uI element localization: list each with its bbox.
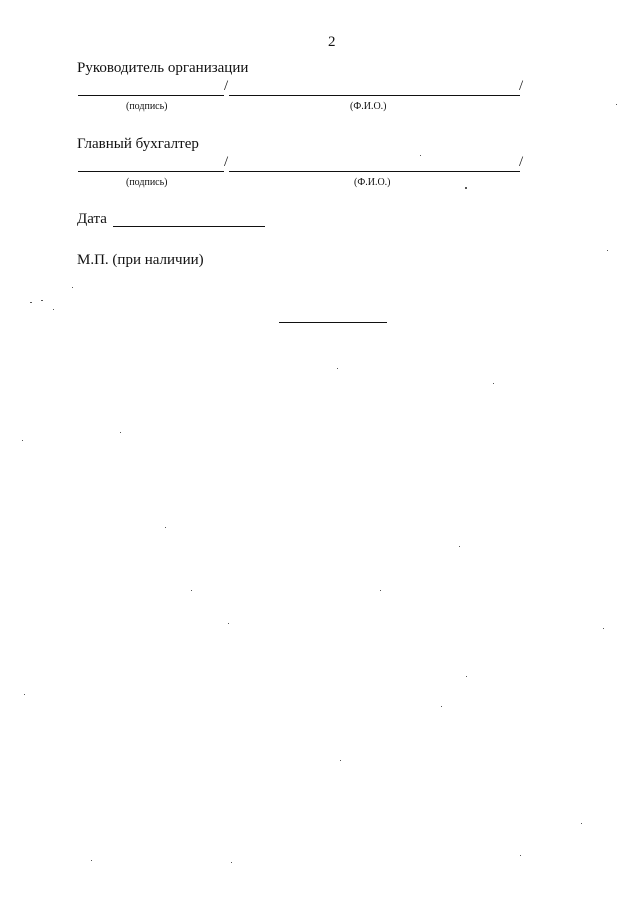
head-name-caption: (Ф.И.О.) — [350, 101, 387, 112]
page-number: 2 — [328, 34, 336, 50]
head-signature-caption: (подпись) — [126, 101, 168, 112]
accountant-title: Главный бухгалтер — [77, 136, 199, 152]
accountant-name-caption: (Ф.И.О.) — [354, 177, 391, 188]
stamp-label: М.П. (при наличии) — [77, 252, 204, 268]
date-label: Дата — [77, 211, 107, 227]
head-title: Руководитель организации — [77, 60, 249, 76]
accountant-separator-1: / — [224, 154, 229, 170]
accountant-separator-2: / — [519, 154, 524, 170]
accountant-signature-caption: (подпись) — [126, 177, 168, 188]
head-separator-1: / — [224, 78, 229, 94]
head-separator-2: / — [519, 78, 524, 94]
